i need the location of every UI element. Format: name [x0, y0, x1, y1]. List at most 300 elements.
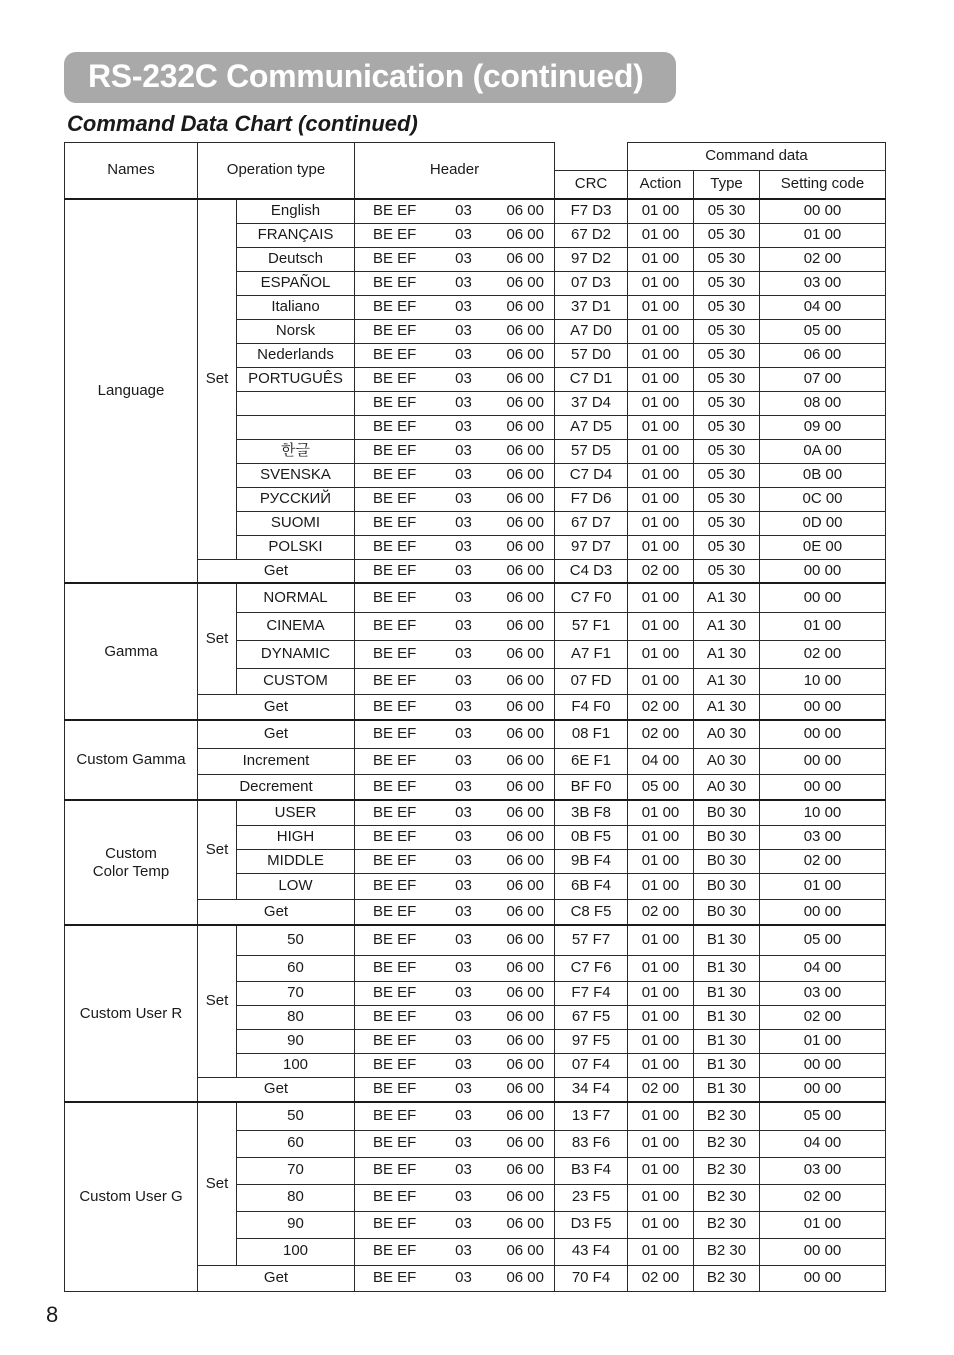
header-bytes: [355, 395, 554, 412]
header-crc: CRC: [555, 171, 628, 200]
crc-cell: D3 F5: [555, 1211, 628, 1238]
header-bytes: [355, 779, 554, 796]
header-byte-3: 06 00: [506, 537, 544, 555]
setting-code-cell: 05 00: [760, 319, 886, 343]
setting-code-cell: 03 00: [760, 981, 886, 1005]
header-bytes-cell: [355, 1265, 555, 1291]
header-byte-3: 06 00: [506, 697, 544, 715]
header-byte-2: 03: [455, 1007, 472, 1025]
header-bytes: [355, 1108, 554, 1125]
type-cell: 05 30: [694, 463, 760, 487]
setting-code-cell: 07 00: [760, 367, 886, 391]
header-bytes-cell: [355, 391, 555, 415]
header-bytes-cell: [355, 748, 555, 774]
action-cell: 01 00: [628, 583, 694, 612]
action-cell: 01 00: [628, 367, 694, 391]
action-cell: 01 00: [628, 271, 694, 295]
type-cell: 05 30: [694, 199, 760, 223]
header-byte-2: 03: [455, 297, 472, 315]
setting-code-cell: 05 00: [760, 1102, 886, 1130]
header-byte-3: 06 00: [506, 369, 544, 387]
option-label: FRANÇAIS: [237, 223, 355, 247]
type-cell: A0 30: [694, 774, 760, 800]
type-cell: B2 30: [694, 1265, 760, 1291]
header-byte-1: BE EF: [373, 465, 417, 483]
option-label: 50: [237, 1102, 355, 1130]
type-cell: A1 30: [694, 668, 760, 694]
setting-code-cell: 01 00: [760, 223, 886, 247]
header-bytes: [355, 467, 554, 484]
option-label: Deutsch: [237, 247, 355, 271]
header-byte-1: BE EF: [373, 902, 417, 920]
option-label: NORMAL: [237, 583, 355, 612]
header-names: Names: [65, 143, 198, 200]
header-byte-3: 06 00: [506, 588, 544, 606]
header-bytes-cell: [355, 559, 555, 583]
header-byte-1: BE EF: [373, 644, 417, 662]
type-cell: A0 30: [694, 720, 760, 748]
setting-code-cell: 02 00: [760, 640, 886, 668]
crc-cell: 67 D2: [555, 223, 628, 247]
action-cell: 01 00: [628, 319, 694, 343]
header-bytes: [355, 299, 554, 316]
header-action: Action: [628, 171, 694, 200]
setting-code-cell: 00 00: [760, 899, 886, 925]
action-cell: 02 00: [628, 720, 694, 748]
header-bytes-cell: [355, 925, 555, 955]
header-bytes-cell: [355, 1029, 555, 1053]
header-byte-3: 06 00: [506, 321, 544, 339]
header-bytes-cell: [355, 1077, 555, 1102]
header-bytes-cell: [355, 981, 555, 1005]
type-cell: 05 30: [694, 319, 760, 343]
group-name: Custom User G: [65, 1102, 198, 1291]
type-cell: A1 30: [694, 640, 760, 668]
header-bytes: [355, 371, 554, 388]
option-label: РУССКИЙ: [237, 487, 355, 511]
crc-cell: 57 F1: [555, 612, 628, 640]
header-byte-3: 06 00: [506, 489, 544, 507]
table-row: [65, 1102, 886, 1130]
operation-label: Get: [198, 720, 355, 748]
action-cell: 01 00: [628, 800, 694, 825]
header-bytes: [355, 323, 554, 340]
header-bytes-cell: [355, 720, 555, 748]
type-cell: 05 30: [694, 343, 760, 367]
option-label: 100: [237, 1053, 355, 1077]
header-byte-2: 03: [455, 697, 472, 715]
header-byte-1: BE EF: [373, 393, 417, 411]
header-byte-3: 06 00: [506, 851, 544, 869]
header-byte-2: 03: [455, 1268, 472, 1286]
crc-cell: 6B F4: [555, 873, 628, 899]
header-bytes-cell: [355, 511, 555, 535]
action-cell: 01 00: [628, 1184, 694, 1211]
action-cell: 02 00: [628, 899, 694, 925]
action-cell: 01 00: [628, 223, 694, 247]
header-byte-1: BE EF: [373, 1055, 417, 1073]
operation-label: Get: [198, 1265, 355, 1291]
crc-cell: F4 F0: [555, 694, 628, 720]
action-cell: 04 00: [628, 748, 694, 774]
header-byte-2: 03: [455, 876, 472, 894]
setting-code-cell: 00 00: [760, 583, 886, 612]
setting-code-cell: 10 00: [760, 800, 886, 825]
type-cell: 05 30: [694, 439, 760, 463]
setting-code-cell: 04 00: [760, 1130, 886, 1157]
type-cell: 05 30: [694, 535, 760, 559]
header-byte-1: BE EF: [373, 671, 417, 689]
crc-cell: 07 FD: [555, 668, 628, 694]
setting-code-cell: 0E 00: [760, 535, 886, 559]
header-byte-2: 03: [455, 1107, 472, 1124]
setting-code-cell: 00 00: [760, 774, 886, 800]
setting-code-cell: 01 00: [760, 1029, 886, 1053]
header-byte-3: 06 00: [506, 1188, 544, 1206]
header-byte-1: BE EF: [373, 1134, 417, 1152]
type-cell: 05 30: [694, 391, 760, 415]
table-body: [65, 199, 886, 1291]
header-bytes-cell: [355, 612, 555, 640]
header-setting-code: Setting code: [760, 171, 886, 200]
action-cell: 01 00: [628, 511, 694, 535]
option-label: 80: [237, 1005, 355, 1029]
crc-cell: C8 F5: [555, 899, 628, 925]
action-cell: 05 00: [628, 774, 694, 800]
header-byte-1: BE EF: [373, 1031, 417, 1049]
header-byte-3: 06 00: [506, 931, 544, 948]
header-bytes: [355, 1189, 554, 1206]
header-bytes: [355, 726, 554, 743]
header-byte-2: 03: [455, 751, 472, 769]
action-cell: 02 00: [628, 694, 694, 720]
action-cell: 01 00: [628, 668, 694, 694]
header-byte-1: BE EF: [373, 513, 417, 531]
set-label: Set: [198, 925, 237, 1077]
setting-code-cell: 00 00: [760, 559, 886, 583]
action-cell: 01 00: [628, 1157, 694, 1184]
action-cell: 01 00: [628, 1102, 694, 1130]
header-byte-1: BE EF: [373, 1161, 417, 1179]
setting-code-cell: 04 00: [760, 295, 886, 319]
header-operation-type: Operation type: [198, 143, 355, 200]
header-byte-3: 06 00: [506, 1107, 544, 1124]
set-label: Set: [198, 800, 237, 899]
action-cell: 01 00: [628, 1005, 694, 1029]
header-byte-3: 06 00: [506, 225, 544, 243]
header-bytes-cell: [355, 583, 555, 612]
header-bytes: [355, 515, 554, 532]
header-bytes-cell: [355, 825, 555, 849]
header-byte-2: 03: [455, 1242, 472, 1260]
crc-cell: 97 D7: [555, 535, 628, 559]
option-label: POLSKI: [237, 535, 355, 559]
option-label: 60: [237, 955, 355, 981]
action-cell: 01 00: [628, 535, 694, 559]
header-byte-2: 03: [455, 1188, 472, 1206]
type-cell: B0 30: [694, 800, 760, 825]
crc-cell: 57 D5: [555, 439, 628, 463]
setting-code-cell: 00 00: [760, 748, 886, 774]
header-bytes-cell: [355, 1053, 555, 1077]
header-byte-2: 03: [455, 225, 472, 243]
option-label: HIGH: [237, 825, 355, 849]
setting-code-cell: 03 00: [760, 1157, 886, 1184]
operation-label: Decrement: [198, 774, 355, 800]
action-cell: 02 00: [628, 559, 694, 583]
type-cell: B1 30: [694, 1029, 760, 1053]
header-byte-1: BE EF: [373, 851, 417, 869]
header-bytes: [355, 419, 554, 436]
crc-cell: C7 D1: [555, 367, 628, 391]
option-label: 100: [237, 1238, 355, 1265]
header-bytes: [355, 227, 554, 244]
action-cell: 02 00: [628, 1077, 694, 1102]
crc-cell: 13 F7: [555, 1102, 628, 1130]
header-byte-1: BE EF: [373, 417, 417, 435]
setting-code-cell: 04 00: [760, 955, 886, 981]
header-byte-3: 06 00: [506, 876, 544, 894]
header-byte-3: 06 00: [506, 671, 544, 689]
header-byte-1: BE EF: [373, 202, 417, 219]
page-number: 8: [46, 1302, 59, 1327]
crc-cell: F7 D3: [555, 199, 628, 223]
header-byte-1: BE EF: [373, 1188, 417, 1206]
header-bytes-cell: [355, 463, 555, 487]
header-byte-3: 06 00: [506, 1215, 544, 1233]
header-byte-3: 06 00: [506, 958, 544, 976]
header-byte-1: BE EF: [373, 225, 417, 243]
header-byte-2: 03: [455, 827, 472, 845]
header-byte-1: BE EF: [373, 1080, 417, 1097]
option-label: 90: [237, 1029, 355, 1053]
header-byte-2: 03: [455, 1215, 472, 1233]
crc-cell: 57 F7: [555, 925, 628, 955]
header-bytes-cell: [355, 1184, 555, 1211]
set-label: Set: [198, 199, 237, 559]
option-label: 60: [237, 1130, 355, 1157]
header-byte-3: 06 00: [506, 725, 544, 742]
type-cell: A1 30: [694, 694, 760, 720]
table-row: [65, 199, 886, 223]
header-byte-3: 06 00: [506, 202, 544, 219]
crc-cell: 6E F1: [555, 748, 628, 774]
crc-cell: A7 D0: [555, 319, 628, 343]
header-bytes-cell: [355, 295, 555, 319]
action-cell: 01 00: [628, 1053, 694, 1077]
setting-code-cell: 02 00: [760, 849, 886, 873]
header-bytes: [355, 904, 554, 921]
setting-code-cell: 02 00: [760, 247, 886, 271]
header-byte-3: 06 00: [506, 616, 544, 634]
header-byte-2: 03: [455, 803, 472, 821]
operation-label: Get: [198, 559, 355, 583]
header-byte-3: 06 00: [506, 297, 544, 315]
command-data-table: [64, 142, 886, 1292]
setting-code-cell: 10 00: [760, 668, 886, 694]
header-bytes-cell: [355, 668, 555, 694]
option-label: 70: [237, 1157, 355, 1184]
header-bytes-cell: [355, 1238, 555, 1265]
header-byte-1: BE EF: [373, 273, 417, 291]
table-row: [65, 925, 886, 955]
type-cell: B2 30: [694, 1102, 760, 1130]
type-cell: A1 30: [694, 583, 760, 612]
header-bytes-cell: [355, 800, 555, 825]
header-bytes: [355, 805, 554, 822]
header-byte-2: 03: [455, 369, 472, 387]
setting-code-cell: 05 00: [760, 925, 886, 955]
header-bytes-cell: [355, 640, 555, 668]
action-cell: 01 00: [628, 825, 694, 849]
header-bytes: [355, 1057, 554, 1074]
section-subtitle: Command Data Chart (continued): [67, 111, 418, 136]
type-cell: 05 30: [694, 295, 760, 319]
crc-cell: A7 D5: [555, 415, 628, 439]
header-byte-2: 03: [455, 561, 472, 579]
type-cell: B2 30: [694, 1238, 760, 1265]
header-blank: [555, 143, 628, 171]
page-title: RS-232C Communication (continued): [88, 58, 644, 94]
group-name: Custom Color Temp: [65, 800, 198, 925]
header-bytes-cell: [355, 199, 555, 223]
crc-cell: 34 F4: [555, 1077, 628, 1102]
header-bytes: [355, 1243, 554, 1260]
crc-cell: C7 F0: [555, 583, 628, 612]
option-label: LOW: [237, 873, 355, 899]
option-label: CINEMA: [237, 612, 355, 640]
header-bytes: [355, 1033, 554, 1050]
type-cell: B0 30: [694, 899, 760, 925]
group-name: Language: [65, 199, 198, 583]
header-byte-2: 03: [455, 202, 472, 219]
header-bytes: [355, 1081, 554, 1098]
header-bytes: [355, 829, 554, 846]
header-byte-1: BE EF: [373, 489, 417, 507]
title-banner: [64, 52, 676, 103]
type-cell: B1 30: [694, 1077, 760, 1102]
header-bytes: [355, 1009, 554, 1026]
header-byte-3: 06 00: [506, 777, 544, 795]
header-type: Type: [694, 171, 760, 200]
setting-code-cell: 00 00: [760, 1265, 886, 1291]
crc-cell: 97 F5: [555, 1029, 628, 1053]
type-cell: B1 30: [694, 1053, 760, 1077]
crc-cell: 07 D3: [555, 271, 628, 295]
header-byte-1: BE EF: [373, 345, 417, 363]
header-byte-3: 06 00: [506, 751, 544, 769]
option-label: DYNAMIC: [237, 640, 355, 668]
crc-cell: 0B F5: [555, 825, 628, 849]
group-name: Gamma: [65, 583, 198, 720]
action-cell: 01 00: [628, 873, 694, 899]
crc-cell: F7 F4: [555, 981, 628, 1005]
header-byte-3: 06 00: [506, 1007, 544, 1025]
crc-cell: B3 F4: [555, 1157, 628, 1184]
action-cell: 01 00: [628, 981, 694, 1005]
header-byte-3: 06 00: [506, 803, 544, 821]
header-byte-3: 06 00: [506, 273, 544, 291]
option-label: Nederlands: [237, 343, 355, 367]
header-byte-2: 03: [455, 983, 472, 1001]
type-cell: 05 30: [694, 367, 760, 391]
setting-code-cell: 0D 00: [760, 511, 886, 535]
setting-code-cell: 02 00: [760, 1184, 886, 1211]
header-byte-3: 06 00: [506, 902, 544, 920]
header-header: Header: [355, 143, 555, 200]
type-cell: B2 30: [694, 1184, 760, 1211]
header-byte-2: 03: [455, 851, 472, 869]
header-byte-3: 06 00: [506, 1080, 544, 1097]
setting-code-cell: 03 00: [760, 825, 886, 849]
setting-code-cell: 09 00: [760, 415, 886, 439]
header-byte-2: 03: [455, 902, 472, 920]
header-bytes: [355, 960, 554, 977]
crc-cell: 43 F4: [555, 1238, 628, 1265]
crc-cell: 70 F4: [555, 1265, 628, 1291]
header-bytes: [355, 563, 554, 580]
option-label: [237, 391, 355, 415]
type-cell: B1 30: [694, 955, 760, 981]
header-byte-2: 03: [455, 1055, 472, 1073]
header-bytes: [355, 673, 554, 690]
header-byte-2: 03: [455, 588, 472, 606]
header-bytes-cell: [355, 1157, 555, 1184]
group-name: Custom User R: [65, 925, 198, 1102]
crc-cell: 97 D2: [555, 247, 628, 271]
header-bytes: [355, 1270, 554, 1287]
type-cell: B1 30: [694, 981, 760, 1005]
header-bytes: [355, 699, 554, 716]
option-label: 90: [237, 1211, 355, 1238]
header-bytes: [355, 1162, 554, 1179]
type-cell: 05 30: [694, 559, 760, 583]
action-cell: 01 00: [628, 343, 694, 367]
header-bytes: [355, 251, 554, 268]
crc-cell: 67 F5: [555, 1005, 628, 1029]
header-byte-2: 03: [455, 489, 472, 507]
header-byte-1: BE EF: [373, 1007, 417, 1025]
action-cell: 01 00: [628, 1130, 694, 1157]
crc-cell: F7 D6: [555, 487, 628, 511]
crc-cell: 23 F5: [555, 1184, 628, 1211]
header-byte-1: BE EF: [373, 751, 417, 769]
header-byte-3: 06 00: [506, 1268, 544, 1286]
crc-cell: C7 D4: [555, 463, 628, 487]
header-byte-3: 06 00: [506, 441, 544, 459]
header-bytes: [355, 590, 554, 607]
header-byte-1: BE EF: [373, 983, 417, 1001]
header-bytes: [355, 491, 554, 508]
type-cell: B2 30: [694, 1211, 760, 1238]
header-bytes: [355, 347, 554, 364]
setting-code-cell: 08 00: [760, 391, 886, 415]
header-byte-1: BE EF: [373, 249, 417, 267]
action-cell: 01 00: [628, 391, 694, 415]
option-label: 70: [237, 981, 355, 1005]
crc-cell: 37 D1: [555, 295, 628, 319]
action-cell: 01 00: [628, 1211, 694, 1238]
header-bytes-cell: [355, 899, 555, 925]
header-byte-3: 06 00: [506, 644, 544, 662]
header-byte-3: 06 00: [506, 513, 544, 531]
type-cell: 05 30: [694, 511, 760, 535]
header-byte-2: 03: [455, 417, 472, 435]
option-label: MIDDLE: [237, 849, 355, 873]
setting-code-cell: 0C 00: [760, 487, 886, 511]
table-row: [65, 720, 886, 748]
header-byte-2: 03: [455, 393, 472, 411]
